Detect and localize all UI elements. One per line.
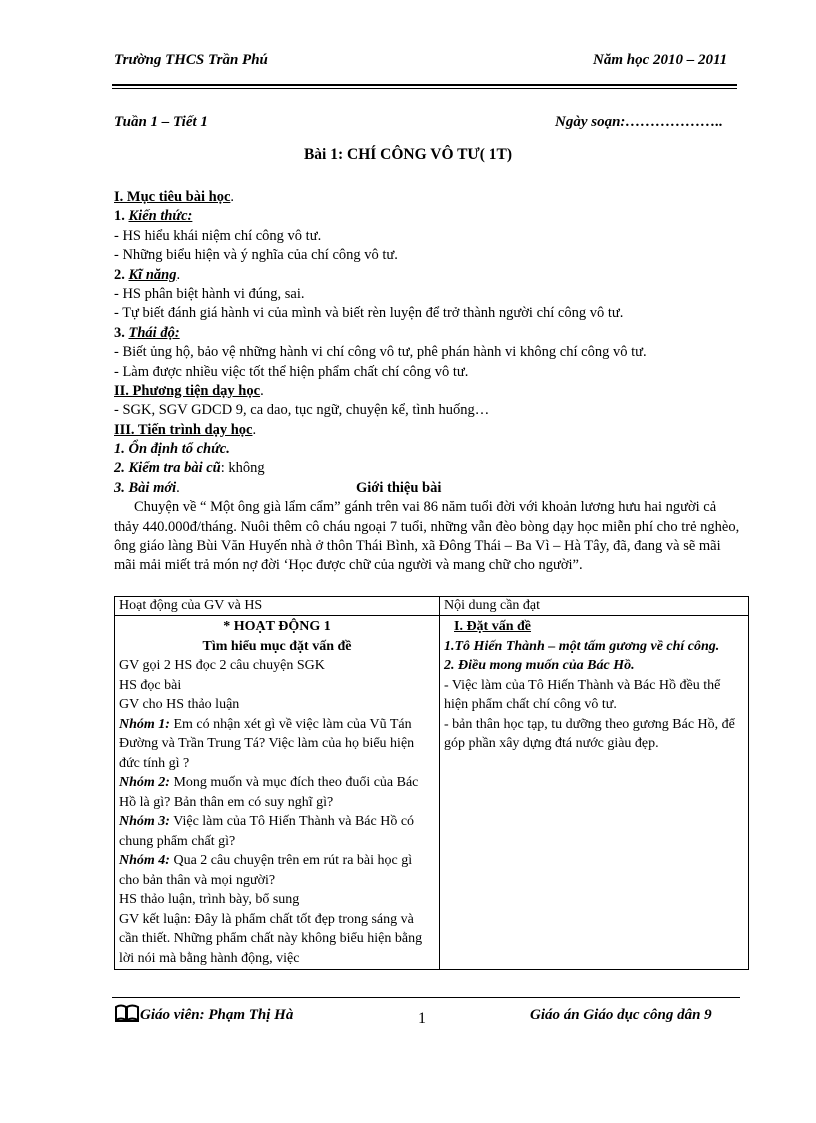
table-row bbox=[115, 616, 749, 970]
week-period: Tuần 1 – Tiết 1 bbox=[114, 114, 208, 130]
activities-cell bbox=[115, 616, 440, 970]
header-rule-thin bbox=[112, 88, 737, 89]
materials-text: - SGK, SGV GDCD 9, ca dao, tục ngữ, chuyện kể, tình huống… bbox=[114, 402, 490, 419]
col-header-activities: Hoạt động của GV và HS bbox=[115, 597, 440, 616]
activity-subtitle: Tìm hiểu mục đặt vấn đề bbox=[202, 638, 352, 654]
knowledge-heading: Kiến thức: bbox=[128, 208, 193, 225]
group-3-label: Nhóm 3: bbox=[119, 814, 170, 829]
content-section-2: 2. Điều mong muốn của Bác Hồ. bbox=[444, 658, 635, 673]
knowledge-number: 1. bbox=[114, 208, 125, 225]
prep-date: Ngày soạn:……………….. bbox=[555, 114, 723, 130]
col-header-content: Nội dung cần đạt bbox=[440, 597, 749, 616]
activity-line: HS thảo luận, trình bày, bổ sung bbox=[119, 892, 300, 907]
group-1-label: Nhóm 1: bbox=[119, 716, 170, 732]
group-2-question: Mong muốn và mục đích theo đuổi của Bác Hồ là gì? Bản thân em có suy nghĩ gì? bbox=[119, 775, 419, 810]
attitude-heading: Thái độ: bbox=[128, 324, 180, 341]
attitude-item: - Biết ủng hộ, bảo vệ những hành vi chí công vô tư, phê phán hành vi không chí công vô tư. bbox=[114, 344, 647, 361]
group-1-question: Em có nhận xét gì về việc làm của Vũ Tán Đường và Trần Trung Tá? Việc làm của họ biểu hiện đức tính gì ? bbox=[119, 716, 415, 771]
step-stabilize: 1. Ổn định tổ chức. bbox=[114, 441, 230, 458]
school-year: Năm học 2010 – 2011 bbox=[593, 52, 728, 68]
content-point: - Việc làm của Tô Hiến Thành và Bác Hồ đều thể hiện phẩm chất chí công vô tư. bbox=[444, 677, 721, 712]
activity-line: GV cho HS thảo luận bbox=[119, 697, 240, 712]
attitude-number: 3. bbox=[114, 324, 125, 341]
skills-number: 2. bbox=[114, 266, 125, 283]
step-new-lesson: 3. Bài mới bbox=[114, 479, 177, 496]
intro-paragraph: Chuyện về “ Một ông già lẩm cẩm” gánh trên vai 86 năm tuổi đời với khoản lương hưu hai người cả thảy 440.000đ/tháng. Nuôi thêm cô cháu ngoại 7 tuổi, những vẫn đèo bòng dạy học miễn phí cho trẻ nghèo, ông giáo làng Bùi Văn Huyến nhà ở thôn Thái Bình, xã Đông Thái – Ba Vì – Hà Tây, đã, đang và sẽ mãi mãi mải miết trả món nợ đời ‘Học được chữ của người và mang chữ cho người”. bbox=[114, 499, 740, 574]
group-4-question: Qua 2 câu chuyện trên em rút ra bài học gì cho bản thân và mọi người? bbox=[119, 853, 413, 888]
header-rule-thick bbox=[112, 84, 737, 86]
activity-line: HS đọc bài bbox=[119, 677, 182, 693]
lesson-title: Bài 1: CHÍ CÔNG VÔ TƯ( 1T) bbox=[303, 146, 513, 163]
materials-heading: II. Phương tiện dạy học bbox=[114, 382, 261, 399]
activity-line: GV gọi 2 HS đọc 2 câu chuyện SGK bbox=[119, 658, 325, 673]
step-review-label: 2. Kiểm tra bài cũ bbox=[114, 460, 221, 477]
book-icon bbox=[114, 1003, 140, 1028]
knowledge-item: - HS hiểu khái niệm chí công vô tư. bbox=[114, 227, 322, 244]
intro-label: Giới thiệu bài bbox=[356, 479, 442, 496]
skills-heading: Kĩ năng bbox=[128, 266, 177, 283]
lesson-body: I. Mục tiêu bài học. 1. Kiến thức: - HS hiểu khái niệm chí công vô tư. - Những biểu hiện và ý nghĩa của chí công vô tư. 2. Kĩ năng. - HS phân biệt hành vi đúng, sai. - Tự biết đánh giá hành vi của mình và biết rèn luyện để trở thành người chí công vô tư. 3. Thái độ: - Biết ủng hộ, bảo vệ những hành vi chí công vô tư, phê phán hành vi không chí công vô tư. - Làm được nhiều việc tốt thể hiện phẩm chất chí công vô tư. II. Phương tiện dạy học. - SGK, SGV GDCD 9, ca dao, tục ngữ, chuyện kể, tình huống… III. Tiến trình dạy học. 1. Ổn định tổ chức. 2. Kiểm tra bài cũ: không 3. Bài mới. Giới thiệu bài Chuyện về “ Một ông già lẩm cẩm” gánh trên vai 86 năm tuổi đời với khoản lương hưu hai người cả thảy 440.000đ/tháng. Nuôi thêm cô cháu ngoại 7 tuổi, những vẫn đèo bòng dạy học miễn phí cho trẻ nghèo, ông giáo làng Bùi Văn Huyến nhà ở thôn Thái Bình, xã Đông Thái – Ba Vì – Hà Tây, đã, đang và sẽ mãi mãi mải miết trả món nợ đời ‘Học được chữ của người và mang chữ cho người”. bbox=[114, 188, 754, 576]
table-header-row bbox=[115, 597, 749, 616]
skills-item: - Tự biết đánh giá hành vi của mình và biết rèn luyện để trở thành người chí công vô tư. bbox=[114, 305, 624, 322]
skills-item: - HS phân biệt hành vi đúng, sai. bbox=[114, 285, 305, 302]
attitude-item: - Làm được nhiều việc tốt thể hiện phẩm chất chí công vô tư. bbox=[114, 363, 469, 380]
subject-title: Giáo án Giáo dục công dân 9 bbox=[530, 1007, 712, 1023]
knowledge-item: - Những biểu hiện và ý nghĩa của chí công vô tư. bbox=[114, 247, 398, 264]
footer-rule bbox=[112, 997, 740, 998]
group-3-question: Việc làm của Tô Hiến Thành và Bác Hồ có chung phẩm chất gì? bbox=[119, 814, 415, 849]
group-2-label: Nhóm 2: bbox=[119, 775, 170, 790]
school-name: Trường THCS Trần Phú bbox=[114, 52, 268, 68]
teacher-conclusion: GV kết luận: Đây là phẩm chất tốt đẹp trong sáng và cần thiết. Những phẩm chất này không biểu hiện bằng lời nói mà bằng hành động, việc bbox=[119, 911, 423, 966]
activity-title: * HOẠT ĐỘNG 1 bbox=[223, 619, 331, 634]
process-heading: III. Tiến trình dạy học bbox=[114, 421, 253, 438]
content-section-1: 1.Tô Hiến Thành – một tấm gương về chí công. bbox=[444, 638, 720, 654]
content-heading: I. Đặt vấn đề bbox=[454, 619, 532, 634]
content-cell bbox=[440, 616, 749, 970]
page-number: 1 bbox=[418, 1010, 426, 1027]
objectives-heading: I. Mục tiêu bài học bbox=[114, 189, 231, 205]
group-4-label: Nhóm 4: bbox=[119, 853, 170, 868]
teacher-name: Giáo viên: Phạm Thị Hà bbox=[140, 1007, 294, 1023]
content-point: - bản thân học tạp, tu dưỡng theo gương Bác Hồ, để góp phần xây dựng đtá nước giàu đẹp. bbox=[444, 716, 735, 751]
step-review-value: : không bbox=[220, 460, 265, 477]
lesson-table bbox=[114, 596, 749, 970]
